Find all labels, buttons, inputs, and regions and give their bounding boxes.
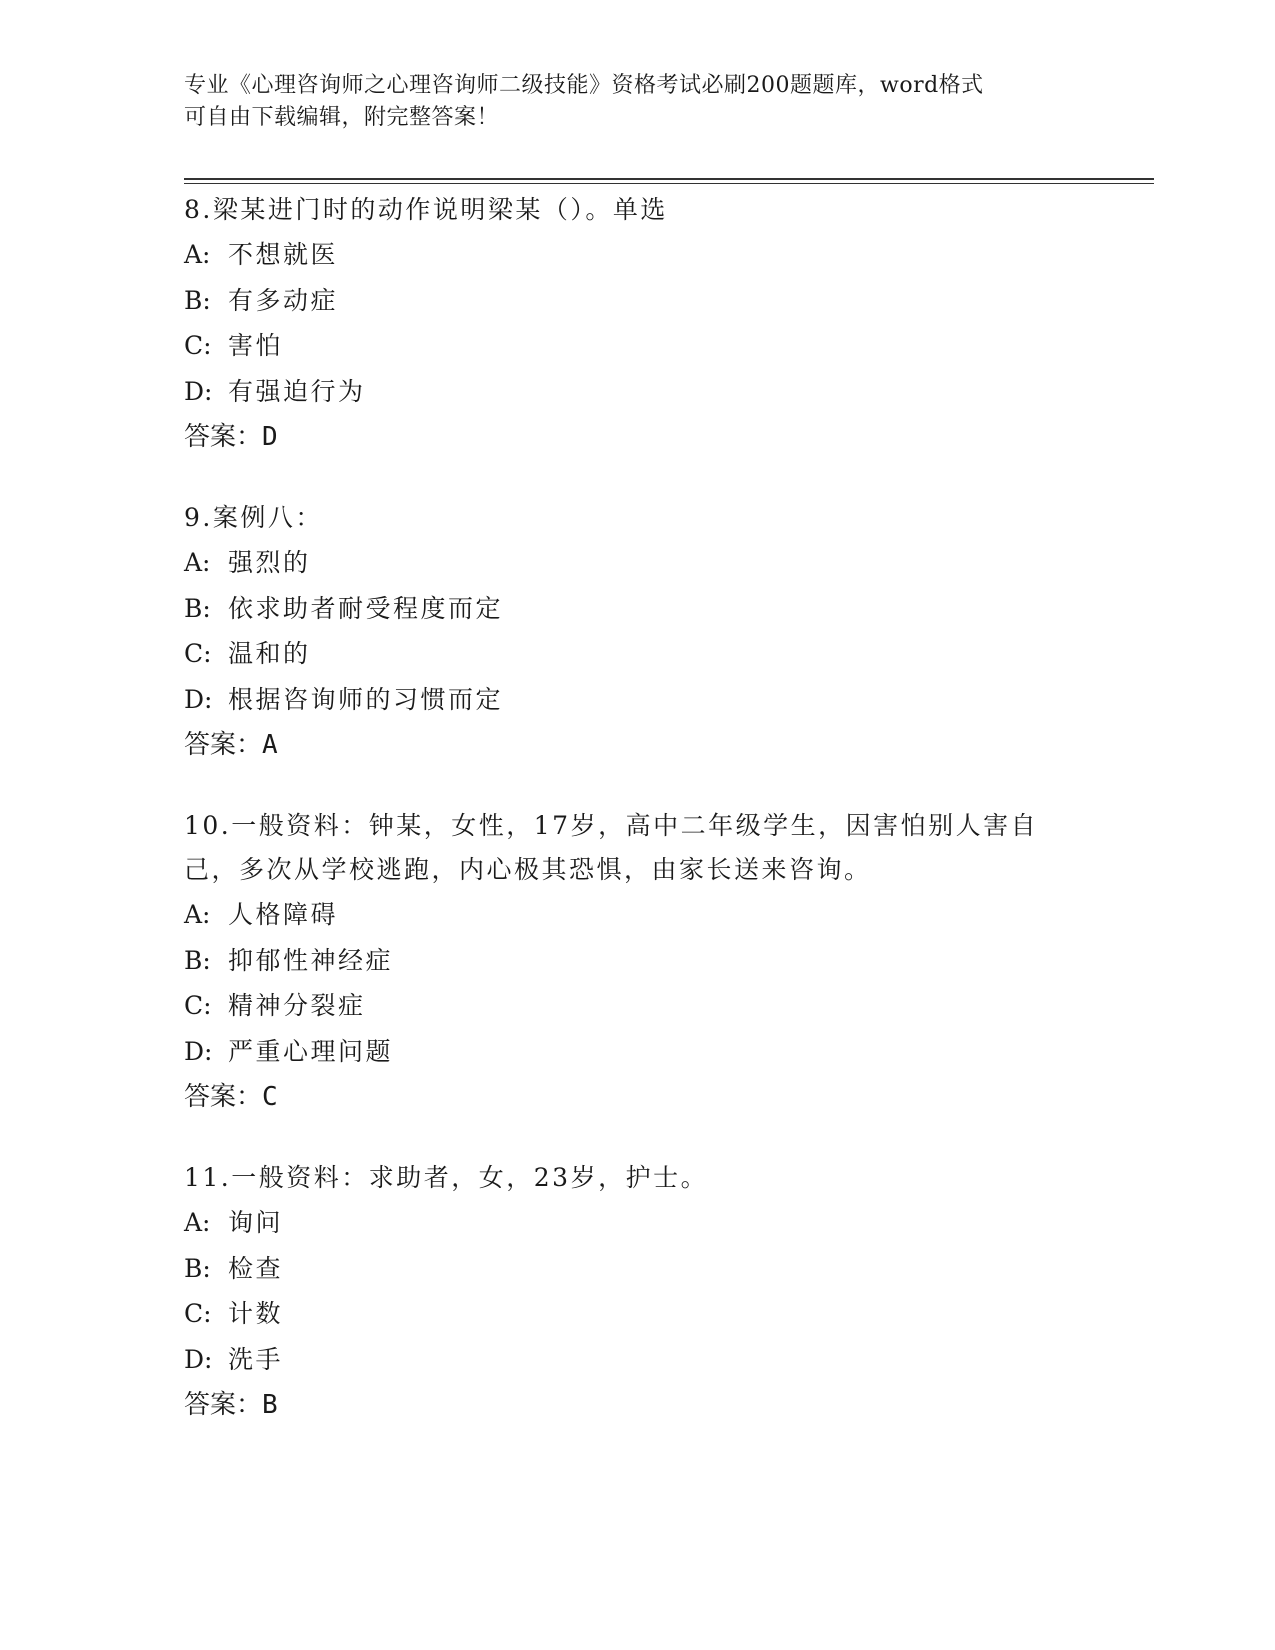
question-stem [184, 804, 1084, 892]
question-stem [184, 1156, 1084, 1200]
answer-label: 答案： [184, 1082, 263, 1112]
answer-option [184, 369, 1084, 415]
answer-option [184, 938, 1084, 984]
answer-option [184, 677, 1084, 723]
question-list [184, 188, 1084, 1464]
question-stem-line: 9.案例八： [184, 503, 323, 532]
answer-option [184, 540, 1084, 586]
option-text: 强烈的 [228, 548, 311, 577]
option-letter: A: [184, 900, 211, 929]
option-letter: C: [184, 639, 212, 668]
question-block [184, 804, 1084, 1120]
question-stem-line: 11.一般资料：求助者，女，23岁，护士。 [184, 1163, 709, 1192]
option-letter: B: [184, 945, 211, 975]
question-stem [184, 188, 1084, 232]
header-divider [184, 178, 1154, 184]
option-text: 不想就医 [228, 240, 339, 269]
option-text: 询问 [228, 1208, 284, 1237]
answer-label: 答案： [184, 730, 263, 760]
option-letter: A: [184, 548, 211, 577]
question-block [184, 496, 1084, 768]
option-text: 依求助者耐受程度而定 [228, 593, 504, 623]
answer-option [184, 892, 1084, 938]
option-letter: D: [184, 376, 213, 406]
answer-option [184, 1291, 1084, 1337]
option-letter: C: [184, 331, 212, 360]
option-text: 害怕 [228, 331, 284, 360]
answer-label: 答案： [184, 1390, 263, 1420]
option-letter: C: [184, 1299, 212, 1328]
option-text: 有多动症 [228, 285, 339, 315]
answer-option [184, 232, 1084, 278]
question-stem-line: 10.一般资料：钟某，女性，17岁，高中二年级学生，因害怕别人害自 [184, 811, 1039, 840]
answer-option [184, 983, 1084, 1029]
answer-line [184, 1382, 1084, 1428]
option-text: 温和的 [228, 639, 311, 668]
option-letter: A: [184, 1208, 211, 1237]
answer-option [184, 1200, 1084, 1246]
answer-option [184, 1246, 1084, 1292]
answer-option [184, 586, 1084, 632]
option-text: 检查 [228, 1253, 284, 1283]
question-stem [184, 496, 1084, 540]
answer-option [184, 1337, 1084, 1383]
option-letter: D: [184, 1036, 213, 1066]
option-text: 根据咨询师的习惯而定 [228, 684, 504, 714]
question-stem-line: 8.梁某进门时的动作说明梁某（）。单选 [184, 195, 668, 224]
answer-value: A [262, 730, 278, 760]
option-text: 洗手 [228, 1344, 284, 1374]
document-header [184, 70, 1084, 134]
answer-line [184, 1074, 1084, 1120]
option-letter: B: [184, 285, 211, 315]
option-text: 计数 [228, 1299, 284, 1328]
option-letter: C: [184, 991, 212, 1020]
answer-value: B [262, 1390, 278, 1420]
option-letter: D: [184, 1344, 213, 1374]
answer-option [184, 323, 1084, 369]
question-stem-line: 己，多次从学校逃跑，内心极其恐惧，由家长送来咨询。 [184, 855, 872, 884]
option-text: 抑郁性神经症 [228, 945, 394, 975]
option-text: 严重心理问题 [228, 1036, 394, 1066]
header-line-1: 专业《心理咨询师之心理咨询师二级技能》资格考试必刷200题题库，word格式 [184, 73, 984, 98]
answer-value: D [262, 422, 278, 452]
answer-option [184, 631, 1084, 677]
question-block [184, 188, 1084, 460]
option-text: 人格障碍 [228, 900, 339, 929]
option-letter: B: [184, 1253, 211, 1283]
option-text: 精神分裂症 [228, 991, 366, 1020]
answer-label: 答案： [184, 422, 263, 452]
answer-option [184, 278, 1084, 324]
answer-line [184, 722, 1084, 768]
answer-line [184, 414, 1084, 460]
option-letter: A: [184, 240, 211, 269]
answer-option [184, 1029, 1084, 1075]
option-text: 有强迫行为 [228, 376, 366, 406]
header-line-2: 可自由下载编辑，附完整答案！ [184, 105, 500, 130]
answer-value: C [262, 1082, 278, 1112]
option-letter: B: [184, 593, 211, 623]
question-block [184, 1156, 1084, 1428]
option-letter: D: [184, 684, 213, 714]
